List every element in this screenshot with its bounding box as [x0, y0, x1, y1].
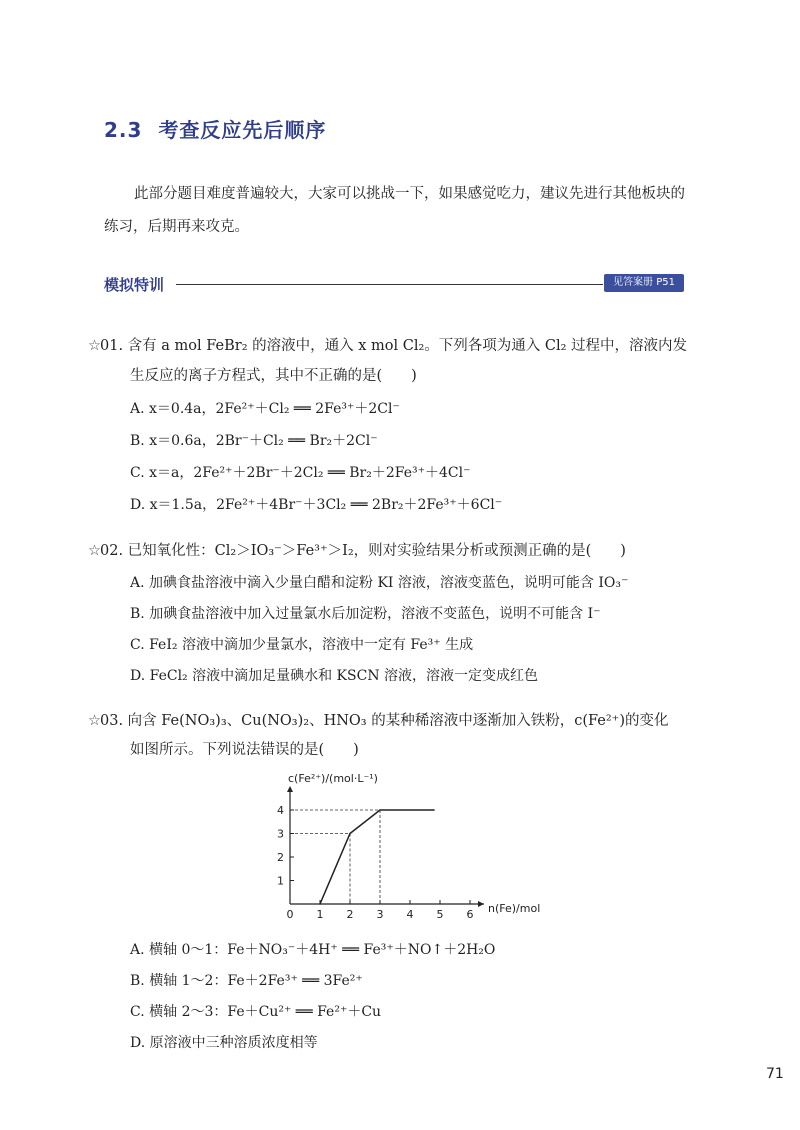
q1-option-b: B. x＝0.6a，2Br⁻＋Cl₂ ══ Br₂＋2Cl⁻	[130, 433, 378, 449]
q2-number: 02.	[100, 543, 124, 559]
q2-option-a: A. 加碘食盐溶液中滴入少量白醋和淀粉 KI 溶液，溶液变蓝色，说明可能含 IO₃⁻	[130, 575, 629, 591]
q2-option-c: C. FeI₂ 溶液中滴加少量氯水，溶液中一定有 Fe³⁺ 生成	[130, 637, 474, 653]
x-tick-label: 0	[286, 908, 294, 921]
q3-line1	[88, 711, 668, 731]
q2-line1	[88, 541, 626, 561]
q3-option-c: C. 横轴 2～3：Fe＋Cu²⁺ ══ Fe²⁺＋Cu	[130, 1004, 382, 1020]
answer-reference-tag: 见答案册 P51	[604, 274, 684, 292]
data-point	[379, 809, 381, 811]
q2-stem: 已知氧化性：Cl₂＞IO₃⁻＞Fe³⁺＞I₂，则对实验结果分析或预测正确的是( )	[127, 543, 626, 559]
fe2-concentration-chart	[262, 768, 562, 923]
training-divider	[176, 284, 603, 285]
q3-number: 03.	[100, 713, 124, 729]
q3-option-d: D. 原溶液中三种溶质浓度相等	[130, 1035, 318, 1051]
q1-number: 01.	[100, 338, 124, 354]
star-icon: ☆	[88, 713, 101, 729]
x-tick-label: 3	[376, 908, 384, 921]
q1-option-a: A. x＝0.4a，2Fe²⁺＋Cl₂ ══ 2Fe³⁺＋2Cl⁻	[130, 401, 400, 417]
section-title-text: 考查反应先后顺序	[158, 118, 327, 142]
q1-option-c: C. x＝a，2Fe²⁺＋2Br⁻＋2Cl₂ ══ Br₂＋2Fe³⁺＋4Cl⁻	[130, 465, 471, 481]
data-point	[319, 903, 321, 905]
data-point	[349, 833, 351, 835]
q3-stem-line2: 如图所示。下列说法错误的是( )	[130, 742, 359, 758]
y-tick-label: 2	[277, 851, 284, 864]
x-axis-arrow	[478, 901, 484, 907]
page-number: 71	[766, 1066, 784, 1082]
x-tick-label: 5	[436, 908, 444, 921]
y-tick-label: 3	[277, 827, 284, 841]
q3-stem-line1: 向含 Fe(NO₃)₃、Cu(NO₃)₂、HNO₃ 的某种稀溶液中逐渐加入铁粉，c(Fe²⁺)的变化	[127, 713, 669, 729]
x-tick-label: 1	[316, 908, 324, 921]
star-icon: ☆	[88, 338, 101, 354]
section-title	[104, 114, 326, 143]
x-tick-label: 4	[406, 908, 414, 921]
section-number: 2.3	[104, 118, 143, 142]
x-tick-label: 6	[466, 908, 474, 921]
x-axis-label: n(Fe)/mol	[488, 902, 541, 915]
x-tick-label: 2	[346, 908, 354, 921]
y-axis-arrow	[287, 786, 293, 792]
y-tick-label: 4	[277, 804, 284, 817]
intro-paragraph: 此部分题目难度普遍较大，大家可以挑战一下，如果感觉吃力，建议先进行其他板块的练习，后期再来攻克。	[104, 186, 685, 235]
q2-option-b: B. 加碘食盐溶液中加入过量氯水后加淀粉，溶液不变蓝色，说明不可能含 I⁻	[130, 606, 601, 622]
star-icon: ☆	[88, 543, 101, 559]
y-axis-label: c(Fe²⁺)/(mol·L⁻¹)	[288, 772, 378, 785]
q2-option-d: D. FeCl₂ 溶液中滴加足量碘水和 KSCN 溶液，溶液一定变成红色	[130, 668, 539, 684]
q1-line1	[88, 336, 687, 356]
q1-stem-line2: 生反应的离子方程式，其中不正确的是( )	[130, 368, 417, 384]
q3-option-a: A. 横轴 0～1：Fe＋NO₃⁻＋4H⁺ ══ Fe³⁺＋NO↑＋2H₂O	[130, 942, 496, 958]
training-title: 模拟特训	[104, 276, 165, 294]
y-tick-label: 1	[277, 874, 284, 888]
q1-stem-line1: 含有 a mol FeBr₂ 的溶液中，通入 x mol Cl₂。下列各项为通入 Cl₂ 过程中，溶液内发	[127, 338, 688, 354]
q1-option-d: D. x＝1.5a，2Fe²⁺＋4Br⁻＋3Cl₂ ══ 2Br₂＋2Fe³⁺＋6Cl⁻	[130, 497, 503, 513]
data-point	[433, 809, 435, 811]
q3-option-b: B. 横轴 1～2：Fe＋2Fe³⁺ ══ 3Fe²⁺	[130, 973, 363, 989]
series-line	[320, 810, 434, 904]
